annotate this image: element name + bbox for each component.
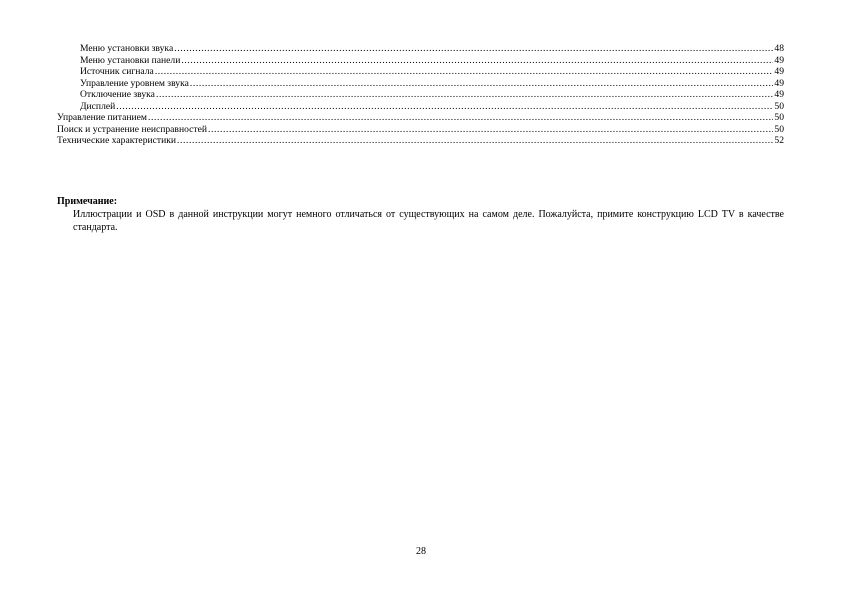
toc-leader-dots	[156, 89, 773, 101]
note-body: Иллюстрации и OSD в данной инструкции могут немного отличаться от существующих на самом деле. Пожалуйста, примите конструкцию LCD TV в качестве стандарта.	[73, 209, 784, 233]
toc-entry-page: 49	[774, 66, 784, 77]
toc-leader-dots	[190, 78, 774, 90]
toc-leader-dots	[208, 124, 773, 136]
toc-entry[interactable]	[57, 55, 784, 67]
toc-entry-title: Технические характеристики	[57, 135, 177, 146]
toc-entry-page: 49	[774, 54, 784, 66]
toc-entry-title: Меню установки звука	[80, 43, 174, 54]
toc-entry[interactable]	[57, 101, 784, 113]
toc-entry[interactable]	[57, 89, 784, 101]
toc-entry-title: Управление уровнем звука	[80, 77, 189, 89]
toc-entry[interactable]	[57, 78, 784, 90]
toc-entry-page: 49	[774, 89, 784, 100]
toc-leader-dots	[148, 112, 773, 124]
toc-entry[interactable]	[57, 43, 784, 55]
toc-entry-page: 52	[774, 135, 784, 146]
toc-entry-title: Меню установки панели	[80, 54, 181, 66]
toc-entry-page: 48	[774, 43, 784, 54]
note-section	[57, 196, 784, 234]
toc-entry-title: Дисплей	[80, 100, 116, 112]
toc-leader-dots	[174, 43, 773, 55]
toc-entry[interactable]	[57, 124, 784, 136]
page-number: 28	[416, 546, 426, 557]
toc-entry[interactable]	[57, 66, 784, 78]
table-of-contents	[57, 43, 784, 147]
toc-entry-page: 50	[774, 123, 784, 135]
toc-entry-title: Управление питанием	[57, 112, 147, 123]
toc-entry[interactable]	[57, 112, 784, 124]
toc-leader-dots	[177, 135, 773, 147]
toc-leader-dots	[155, 66, 774, 78]
toc-entry-title: Отключение звука	[80, 89, 155, 100]
toc-entry-page: 50	[774, 100, 784, 112]
toc-entry-page: 50	[774, 112, 784, 123]
note-heading: Примечание:	[57, 196, 118, 207]
toc-leader-dots	[181, 55, 773, 67]
toc-leader-dots	[116, 101, 773, 113]
toc-entry-title: Поиск и устранение неисправностей	[57, 123, 207, 135]
toc-entry[interactable]	[57, 135, 784, 147]
toc-entry-page: 49	[774, 77, 784, 89]
toc-entry-title: Источник сигнала	[80, 66, 154, 77]
